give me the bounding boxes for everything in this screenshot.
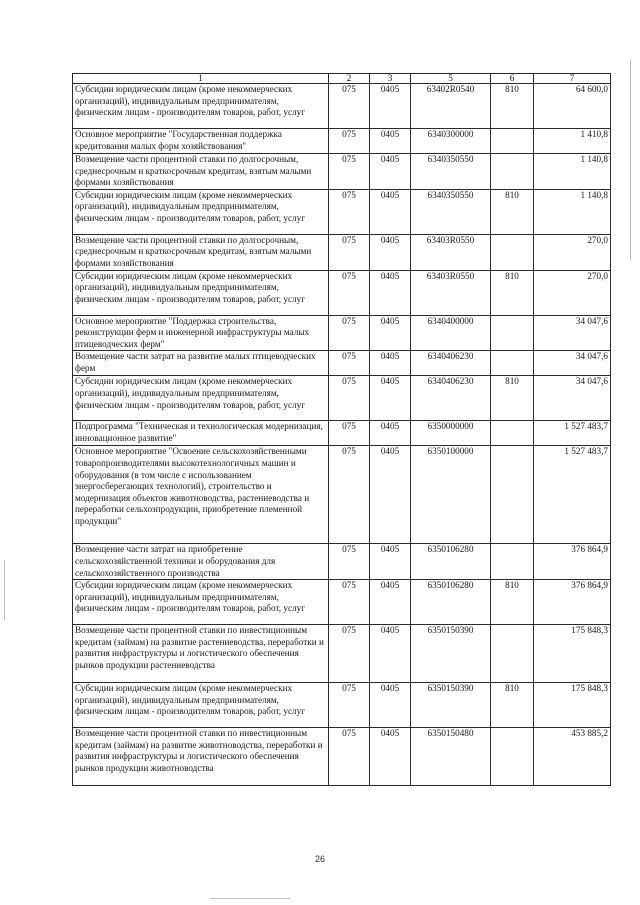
row-name-cell: Основное мероприятие "Освоение сельскохозяйственными товаропроизводителями высокотехнологичных машин и оборудования (в том числе с использованием энергосберегающих технологий), строительство и модернизация объектов животноводства, растениеводства и переработки сельхозпродукции, приобретение племенной продукции" [73,446,329,544]
scan-edge-mark [210,898,290,899]
row-amount-cell: 1 140,8 [534,189,611,234]
row-expense-type-cell [491,446,534,544]
row-target-article-cell: 6340350550 [411,154,491,190]
column-header: 5 [411,74,491,84]
table-row [73,683,611,728]
row-name-cell: Субсидии юридическим лицам (кроме некоммерческих организаций), индивидуальным предпринимателям, физическим лицам - производителям товаров, работ, услуг [73,580,329,625]
table-row [73,270,611,315]
row-target-article-cell: 6340300000 [411,129,491,154]
row-expense-type-cell [491,351,534,376]
row-amount-cell: 270,0 [534,270,611,315]
row-section-cell: 0405 [370,315,411,351]
row-grbs-cell: 075 [329,376,370,421]
row-target-article-cell: 63403R0550 [411,270,491,315]
row-amount-cell: 1 410,8 [534,129,611,154]
row-name-cell: Субсидии юридическим лицам (кроме некоммерческих организаций), индивидуальным предпринимателям, физическим лицам - производителям товаров, работ, услуг [73,84,329,129]
table-row [73,446,611,544]
row-target-article-cell: 6340406230 [411,376,491,421]
row-expense-type-cell: 810 [491,580,534,625]
column-header: 3 [370,74,411,84]
table-row [73,189,611,234]
row-name-cell: Возмещение части процентной ставки по долгосрочным, среднесрочным и краткосрочным кредитам, взятым малыми формами хозяйствования [73,154,329,190]
row-expense-type-cell [491,315,534,351]
table-row [73,728,611,786]
row-grbs-cell: 075 [329,580,370,625]
row-section-cell: 0405 [370,189,411,234]
row-amount-cell: 175 848,3 [534,625,611,683]
row-amount-cell: 453 885,2 [534,728,611,786]
row-amount-cell: 34 047,6 [534,351,611,376]
row-grbs-cell: 075 [329,728,370,786]
row-target-article-cell: 63403R0550 [411,234,491,270]
row-section-cell: 0405 [370,580,411,625]
row-section-cell: 0405 [370,154,411,190]
row-name-cell: Возмещение части процентной ставки по инвестиционным кредитам (займам) на развитие животноводства, переработки и развития инфраструктуры и логистического обеспечения рынков продукции животноводства [73,728,329,786]
table-row [73,351,611,376]
column-header: 1 [73,74,329,84]
page-number: 26 [314,854,325,864]
row-name-cell: Подпрограмма "Техническая и технологическая модернизация, инновационное развитие" [73,421,329,446]
row-name-cell: Возмещение части процентной ставки по долгосрочным, среднесрочным и краткосрочным кредитам, взятым малыми формами хозяйствования [73,234,329,270]
row-section-cell: 0405 [370,270,411,315]
row-amount-cell: 270,0 [534,234,611,270]
row-section-cell: 0405 [370,421,411,446]
row-target-article-cell: 63402R0540 [411,84,491,129]
row-grbs-cell: 075 [329,683,370,728]
row-target-article-cell: 6350150390 [411,683,491,728]
row-section-cell: 0405 [370,625,411,683]
budget-table [72,73,611,786]
row-target-article-cell: 6350150390 [411,625,491,683]
scan-edge-mark [4,560,5,620]
row-amount-cell: 175 848,3 [534,683,611,728]
table-row [73,544,611,580]
row-grbs-cell: 075 [329,625,370,683]
column-header: 7 [534,74,611,84]
row-grbs-cell: 075 [329,351,370,376]
row-target-article-cell: 6350100000 [411,446,491,544]
table-row [73,421,611,446]
row-expense-type-cell: 810 [491,189,534,234]
row-expense-type-cell [491,728,534,786]
row-grbs-cell: 075 [329,421,370,446]
row-expense-type-cell: 810 [491,376,534,421]
row-grbs-cell: 075 [329,544,370,580]
table-row [73,129,611,154]
row-amount-cell: 1 140,8 [534,154,611,190]
row-target-article-cell: 6350000000 [411,421,491,446]
table-row [73,154,611,190]
row-name-cell: Возмещение части затрат на приобретение сельскохозяйственной техники и оборудования для сельскохозяйственного производства [73,544,329,580]
row-amount-cell: 1 527 483,7 [534,446,611,544]
row-expense-type-cell [491,625,534,683]
row-name-cell: Основное мероприятие "Поддержка строительства, реконструкции ферм и инженерной инфраструктуры малых птицеводческих ферм" [73,315,329,351]
row-section-cell: 0405 [370,683,411,728]
row-section-cell: 0405 [370,446,411,544]
row-target-article-cell: 6350106280 [411,544,491,580]
table-row [73,315,611,351]
row-section-cell: 0405 [370,84,411,129]
table-body [73,84,611,786]
table-row [73,84,611,129]
row-section-cell: 0405 [370,129,411,154]
row-section-cell: 0405 [370,351,411,376]
row-name-cell: Возмещение части затрат на развитие малых птицеводческих ферм [73,351,329,376]
row-grbs-cell: 075 [329,446,370,544]
row-target-article-cell: 6340400000 [411,315,491,351]
row-name-cell: Субсидии юридическим лицам (кроме некоммерческих организаций), индивидуальным предпринимателям, физическим лицам - производителям товаров, работ, услуг [73,376,329,421]
row-amount-cell: 1 527 483,7 [534,421,611,446]
row-expense-type-cell: 810 [491,683,534,728]
column-header: 2 [329,74,370,84]
row-expense-type-cell [491,234,534,270]
row-grbs-cell: 075 [329,129,370,154]
row-target-article-cell: 6340406230 [411,351,491,376]
row-amount-cell: 64 600,0 [534,84,611,129]
row-expense-type-cell [491,154,534,190]
row-name-cell: Возмещение части процентной ставки по инвестиционным кредитам (займам) на развитие растениеводства, переработки и развития инфраструктуры и логистического обеспечения рынков продукции растениеводства [73,625,329,683]
row-name-cell: Субсидии юридическим лицам (кроме некоммерческих организаций), индивидуальным предпринимателям, физическим лицам - производителям товаров, работ, услуг [73,683,329,728]
row-expense-type-cell [491,129,534,154]
table-row [73,580,611,625]
row-section-cell: 0405 [370,376,411,421]
row-section-cell: 0405 [370,544,411,580]
row-expense-type-cell: 810 [491,84,534,129]
table-header-row [73,74,611,84]
row-expense-type-cell: 810 [491,270,534,315]
row-section-cell: 0405 [370,728,411,786]
table-row [73,376,611,421]
column-header: 6 [491,74,534,84]
row-grbs-cell: 075 [329,315,370,351]
row-expense-type-cell [491,544,534,580]
row-grbs-cell: 075 [329,154,370,190]
row-amount-cell: 376 864,9 [534,544,611,580]
row-grbs-cell: 075 [329,84,370,129]
row-expense-type-cell [491,421,534,446]
table-row [73,234,611,270]
row-name-cell: Субсидии юридическим лицам (кроме некоммерческих организаций), индивидуальным предпринимателям, физическим лицам - производителям товаров, работ, услуг [73,189,329,234]
row-grbs-cell: 075 [329,270,370,315]
scan-edge-mark [630,60,631,260]
row-target-article-cell: 6350106280 [411,580,491,625]
table-row [73,625,611,683]
row-amount-cell: 376 864,9 [534,580,611,625]
row-grbs-cell: 075 [329,234,370,270]
row-target-article-cell: 6350150480 [411,728,491,786]
row-name-cell: Основное мероприятие "Государственная поддержка кредитования малых форм хозяйствования" [73,129,329,154]
row-amount-cell: 34 047,6 [534,376,611,421]
row-target-article-cell: 6340350550 [411,189,491,234]
row-section-cell: 0405 [370,234,411,270]
row-amount-cell: 34 047,6 [534,315,611,351]
row-grbs-cell: 075 [329,189,370,234]
row-name-cell: Субсидии юридическим лицам (кроме некоммерческих организаций), индивидуальным предпринимателям, физическим лицам - производителям товаров, работ, услуг [73,270,329,315]
